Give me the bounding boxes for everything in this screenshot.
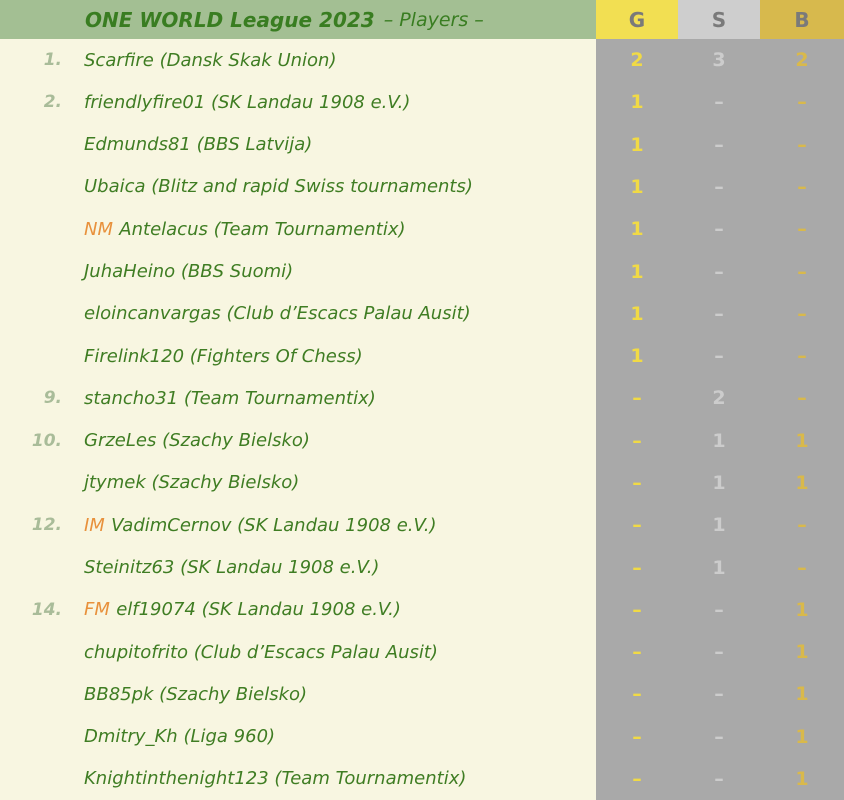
rank: 1. [43,50,62,71]
player-name-text: chupitofrito (Club d’Escacs Palau Ausit) [84,641,438,663]
table-row [0,39,844,81]
rank: 9. [43,388,62,409]
table-row [0,546,844,588]
gold-count: – [632,471,642,494]
gold-count: – [632,598,642,621]
silver-count: – [714,641,724,664]
column-header-bronze: B [760,0,844,39]
bronze-count: – [797,302,807,325]
player-name-text: jtymek (Szachy Bielsko) [84,472,300,494]
player-name[interactable] [84,430,310,451]
gold-count: – [632,641,642,664]
column-header-gold: G [596,0,678,39]
silver-count: 3 [712,49,726,72]
bronze-count: 1 [795,471,809,494]
gold-count: – [632,683,642,706]
silver-count: 2 [712,387,726,410]
gold-count: 1 [630,302,644,325]
league-subtitle: – Players – [383,8,484,31]
table-row [0,758,844,800]
gold-count: – [632,556,642,579]
gold-count: – [632,767,642,790]
table-header [0,0,844,39]
silver-count: – [714,683,724,706]
bronze-count: – [797,514,807,537]
player-name[interactable] [84,388,376,409]
player-title: FM [84,599,110,621]
player-name-text: VadimCernov (SK Landau 1908 e.V.) [111,514,437,536]
table-row [0,124,844,166]
table-row [0,420,844,462]
gold-count: 1 [630,218,644,241]
bronze-count: – [797,91,807,114]
table-row [0,589,844,631]
table-row [0,208,844,250]
player-name-text: Ubaica (Blitz and rapid Swiss tournaments) [84,176,473,198]
silver-count: 1 [712,471,726,494]
player-name[interactable] [84,176,473,197]
bronze-count: – [797,133,807,156]
gold-count: – [632,725,642,748]
bronze-count: 2 [795,49,809,72]
gold-count: 1 [630,260,644,283]
bronze-count: – [797,260,807,283]
player-name-text: stancho31 (Team Tournamentix) [84,387,376,409]
table-row [0,166,844,208]
player-name-text: Edmunds81 (BBS Latvija) [84,134,313,156]
player-name-text: friendlyfire01 (SK Landau 1908 e.V.) [84,91,411,113]
column-header-silver: S [678,0,760,39]
silver-count: – [714,302,724,325]
table-row [0,673,844,715]
player-name[interactable] [84,346,363,367]
player-name[interactable] [84,599,401,620]
rank: 14. [31,599,62,620]
gold-count: 1 [630,345,644,368]
rank: 10. [31,430,62,451]
silver-count: – [714,345,724,368]
gold-count: – [632,429,642,452]
player-name[interactable] [84,261,293,282]
player-name[interactable] [84,50,336,71]
table-row [0,293,844,335]
player-name[interactable] [84,134,312,155]
rank: 2. [43,92,62,113]
player-name[interactable] [84,726,275,747]
silver-count: – [714,91,724,114]
player-title: NM [84,218,113,240]
table-title [0,0,596,39]
player-name-text: Antelacus (Team Tournamentix) [119,218,406,240]
silver-count: – [714,175,724,198]
table-row [0,81,844,123]
gold-count: 1 [630,91,644,114]
player-name-text: Knightinthenight123 (Team Tournamentix) [84,768,467,790]
player-name[interactable] [84,515,436,536]
silver-count: 1 [712,514,726,537]
bronze-count: – [797,175,807,198]
bronze-count: 1 [795,598,809,621]
silver-count: – [714,218,724,241]
silver-count: – [714,598,724,621]
table-row [0,716,844,758]
bronze-count: – [797,387,807,410]
player-name-text: BB85pk (Szachy Bielsko) [84,683,308,705]
table-row [0,335,844,377]
table-row [0,462,844,504]
player-name-text: GrzeLes (Szachy Bielsko) [84,430,310,452]
silver-count: 1 [712,556,726,579]
player-name[interactable] [84,684,307,705]
bronze-count: – [797,345,807,368]
gold-count: – [632,514,642,537]
player-name-text: JuhaHeino (BBS Suomi) [84,261,294,283]
player-name[interactable] [84,219,406,240]
bronze-count: 1 [795,683,809,706]
table-row [0,377,844,419]
bronze-count: – [797,218,807,241]
silver-count: – [714,767,724,790]
table-body [0,39,844,800]
player-name[interactable] [84,303,471,324]
gold-count: 1 [630,133,644,156]
player-name-text: Dmitry_Kh (Liga 960) [84,726,276,748]
player-name-text: elf19074 (SK Landau 1908 e.V.) [116,599,401,621]
rank: 12. [31,515,62,536]
silver-count: – [714,725,724,748]
player-name-text: Scarfire (Dansk Skak Union) [84,49,337,71]
silver-count: – [714,133,724,156]
gold-count: 1 [630,175,644,198]
silver-count: 1 [712,429,726,452]
player-name-text: Steinitz63 (SK Landau 1908 e.V.) [84,557,380,579]
bronze-count: – [797,556,807,579]
bronze-count: 1 [795,725,809,748]
player-name[interactable] [84,92,410,113]
gold-count: 2 [630,49,644,72]
player-name[interactable] [84,642,438,663]
table-row [0,250,844,292]
league-title: ONE WORLD League 2023 [85,7,375,32]
bronze-count: 1 [795,429,809,452]
player-name[interactable] [84,557,379,578]
bronze-count: 1 [795,641,809,664]
player-name[interactable] [84,768,466,789]
player-name-text: eloincanvargas (Club d’Escacs Palau Ausit) [84,303,471,325]
gold-count: – [632,387,642,410]
table-row [0,504,844,546]
silver-count: – [714,260,724,283]
player-name-text: Firelink120 (Fighters Of Chess) [84,345,363,367]
player-title: IM [84,514,105,536]
player-name[interactable] [84,472,299,493]
bronze-count: 1 [795,767,809,790]
table-row [0,631,844,673]
